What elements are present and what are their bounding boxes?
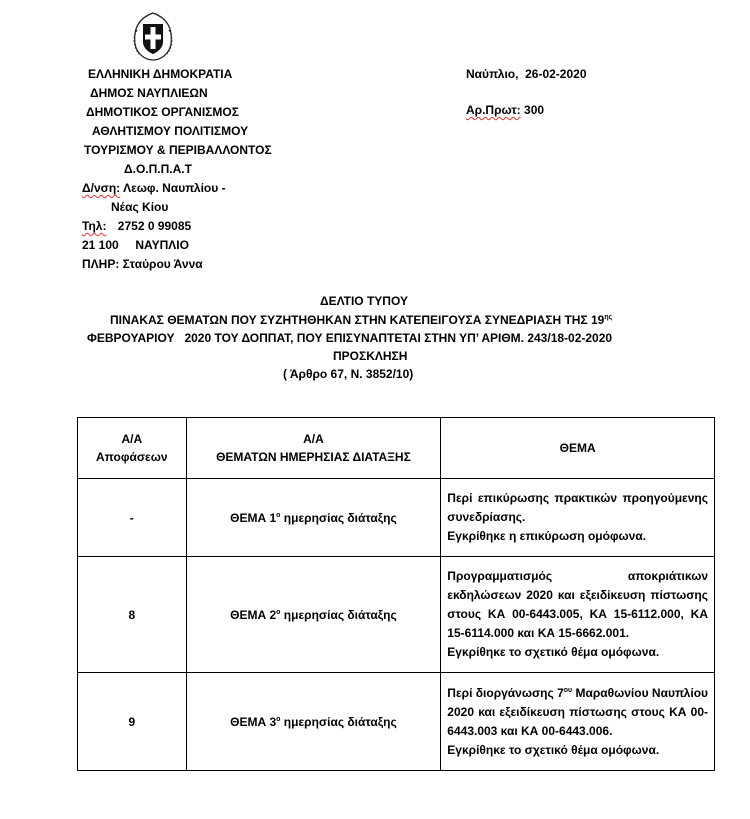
- decision-number: -: [78, 479, 187, 557]
- greek-emblem-icon: [127, 10, 179, 62]
- protocol-number: 300: [524, 103, 545, 117]
- decision-number: 8: [78, 557, 187, 673]
- address-value-1: Λεωφ. Ναυπλίου -: [123, 181, 226, 195]
- postal-line: 21 100 ΝΑΥΠΛΙΟ: [82, 238, 189, 252]
- press-line-2: ΦΕΒΡΟΥΑΡΙΟΥ 2020 ΤΟΥ ΔΟΠΠΑΤ, ΠΟΥ ΕΠΙΣΥΝΑΠΤΕΤΑΙ ΣΤΗΝ ΥΠ’ ΑΡΙΘΜ. 243/18-02-2020: [87, 331, 613, 345]
- agenda-item: ΘΕΜΑ $2^o$ ημερησίας διάταξης: [186, 557, 441, 673]
- place-date: Ναύπλιο, 26-02-2020: [466, 67, 587, 81]
- table-header-row: [78, 418, 715, 479]
- phone-label: Τηλ:: [82, 219, 107, 233]
- issuer-block: [82, 65, 272, 274]
- subject-text: Προγραμματισμός αποκριάτικων εκδηλώσεων 2020 και εξειδίκευση πίστωσης στους ΚΑ 00-6443.005, ΚΑ 15-6112.000, ΚΑ 15-6114.000 και ΚΑ 15-6662.001.: [447, 569, 708, 640]
- org-line-2: ΔΗΜΟΣ ΝΑΥΠΛΙΕΩΝ: [90, 86, 208, 100]
- press-title: ΔΕΛΤΙΟ ΤΥΠΟΥ: [320, 294, 408, 308]
- address-line: [82, 179, 272, 198]
- subject-cell: [441, 673, 715, 771]
- org-line-1: ΕΛΛΗΝΙΚΗ ΔΗΜΟΚΡΑΤΙΑ: [88, 67, 233, 81]
- table-row: [78, 673, 715, 771]
- org-line-4: ΑΘΛΗΤΙΣΜΟΥ ΠΟΛΙΤΙΣΜΟΥ: [92, 124, 249, 138]
- info-line: ΠΛΗΡ: Σταύρου Άννα: [82, 257, 203, 271]
- header-agenda-item: Α/Α ΘΕΜΑΤΩΝ ΗΜΕΡΗΣΙΑΣ ΔΙΑΤΑΞΗΣ: [186, 418, 441, 479]
- phone-number: 2752 0 99085: [117, 219, 192, 233]
- address-label: Δ/νση:: [82, 181, 121, 195]
- outcome-text: Εγκρίθηκε το σχετικό θέμα ομόφωνα.: [447, 645, 660, 659]
- table-row: [78, 557, 715, 673]
- subject-text: Περί διοργάνωσης $7^{o\upsilon}$ Μαραθωνίου Ναυπλίου 2020 και εξειδίκευση πίστωσης στους ΚΑ 00-6443.003 και ΚΑ 00-6443.006.: [447, 685, 709, 738]
- agenda-item: ΘΕΜΑ $1^o$ ημερησίας διάταξης: [186, 479, 441, 557]
- org-line-3: ΔΗΜΟΤΙΚΟΣ ΟΡΓΑΝΙΣΜΟΣ: [86, 105, 239, 119]
- protocol-label: Αρ.Πρωτ:: [466, 103, 521, 117]
- phone-line: [82, 217, 272, 236]
- subject-cell: [441, 557, 715, 673]
- org-line-6: Δ.Ο.Π.Π.Α.Τ: [124, 162, 192, 176]
- press-line-4: ( Άρθρο 67, Ν. 3852/10): [283, 367, 414, 381]
- header-decision-number: Α/Α Αποφάσεων: [78, 418, 187, 479]
- protocol-line: [466, 103, 544, 117]
- agenda-item: ΘΕΜΑ $3^o$ ημερησίας διάταξης: [186, 673, 441, 771]
- press-line-1: ΠΙΝΑΚΑΣ ΘΕΜΑΤΩΝ ΠΟΥ ΣΥΖΗΤΗΘΗΚΑΝ ΣΤΗΝ ΚΑΤΕΠΕΙΓΟΥΣΑ ΣΥΝΕΔΡΙΑΣΗ ΤΗΣ $19^{\eta\varsigma}$: [110, 313, 613, 327]
- address-value-2: Νέας Κίου: [111, 200, 169, 214]
- outcome-text: Εγκρίθηκε η επικύρωση ομόφωνα.: [447, 529, 647, 543]
- org-line-5: ΤΟΥΡΙΣΜΟΥ & ΠΕΡΙΒΑΛΛΟΝΤΟΣ: [84, 143, 272, 157]
- press-line-3: ΠΡΟΣΚΛΗΣΗ: [333, 349, 408, 363]
- decisions-table: [77, 417, 715, 771]
- decision-number: 9: [78, 673, 187, 771]
- header-subject: ΘΕΜΑ: [441, 418, 715, 479]
- outcome-text: Εγκρίθηκε το σχετικό θέμα ομόφωνα.: [447, 742, 660, 757]
- subject-cell: [441, 479, 715, 557]
- subject-text: Περί επικύρωσης πρακτικών προηγούμενης συνεδρίασης.: [447, 491, 708, 524]
- table-row: [78, 479, 715, 557]
